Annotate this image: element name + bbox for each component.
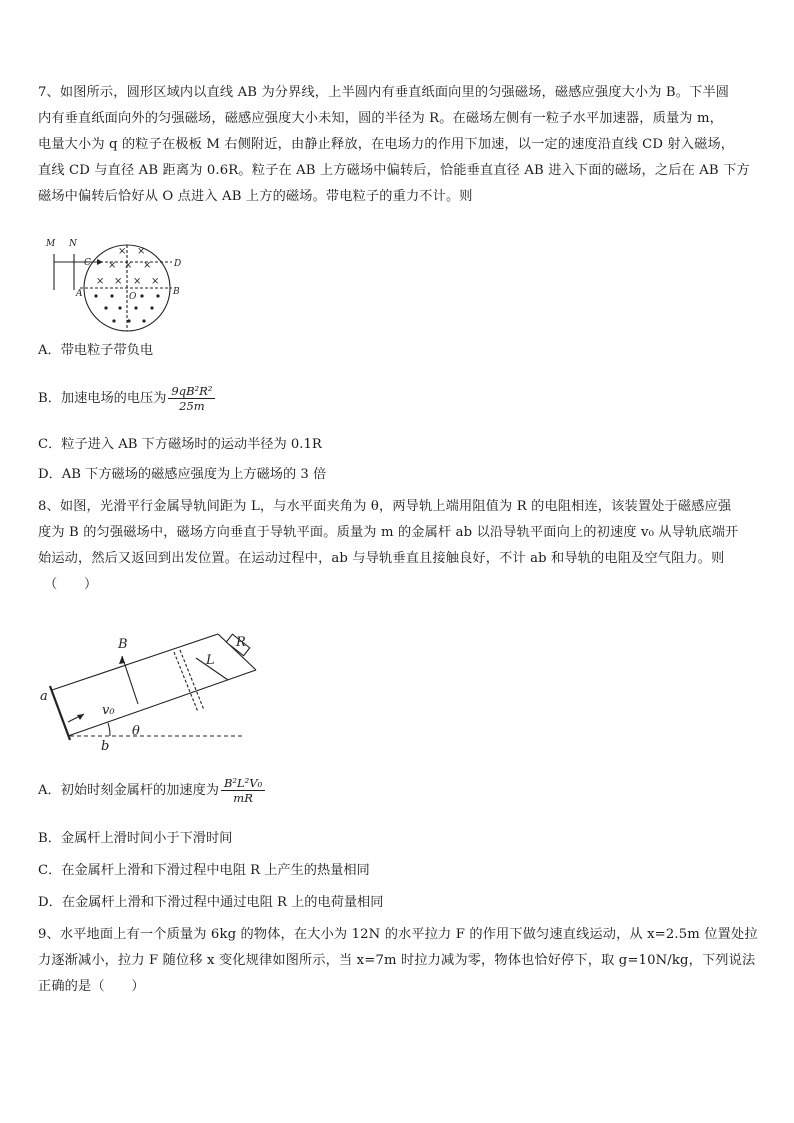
label-theta: θ: [132, 724, 140, 739]
question-8-text: [38, 494, 760, 598]
q8-line-2: 度为 B 的匀强磁场中，磁场方向垂直于导轨平面。质量为 m 的金属杆 ab 以沿导轨平面向上的初速度 v₀ 从导轨底端开: [38, 525, 739, 540]
q7-magnetic-field-figure: [40, 232, 180, 342]
q7-option-B: [38, 384, 215, 413]
svg-text:×: ×: [133, 276, 142, 287]
label-B: B: [173, 287, 180, 297]
upper-rail: [52, 634, 218, 690]
q7-line-3: 电量大小为 q 的粒子在极板 M 右侧附近，由静止释放，在电场力的作用下加速，以一定的速度沿直线 CD 射入磁场，: [38, 137, 735, 152]
svg-text:×: ×: [118, 246, 127, 257]
q7-option-D: D．AB 下方磁场的磁感应强度为上方磁场的 3 倍: [38, 467, 327, 482]
field-out-of-page-dots: [94, 294, 159, 322]
q8-option-D: D．在金属杆上滑和下滑过程中通过电阻 R 上的电荷量相同: [38, 895, 384, 910]
svg-text:×: ×: [124, 260, 133, 271]
q8-option-C: C．在金属杆上滑和下滑过程中电阻 R 上产生的热量相同: [38, 863, 370, 878]
q7-line-1: 7、如图所示，圆形区域内以直线 AB 为分界线，上半圆内有垂直纸面向里的匀强磁场，磁感应强度大小为 B。下半圆: [38, 85, 730, 100]
svg-text:×: ×: [151, 276, 160, 287]
q8-option-A-fraction: [221, 776, 265, 805]
svg-text:×: ×: [143, 260, 152, 271]
q8-line-4: （ ）: [44, 577, 98, 592]
svg-text:×: ×: [137, 246, 146, 257]
label-N: N: [69, 239, 77, 249]
q8-option-A-numerator: B²L²V₀: [221, 776, 265, 791]
label-R: R: [236, 635, 246, 650]
svg-text:×: ×: [96, 276, 105, 287]
label-B-field: B: [118, 637, 128, 652]
q7-option-C: C．粒子进入 AB 下方磁场时的运动半径为 0.1R: [38, 437, 322, 452]
label-O: O: [129, 292, 137, 302]
rod-ab: [50, 686, 70, 740]
question-7-text: [38, 80, 760, 210]
q8-option-A-denominator: mR: [233, 791, 253, 805]
q8-option-B: B．金属杆上滑时间小于下滑时间: [38, 831, 233, 846]
question-9-text: [38, 922, 760, 1000]
q9-line-2: 力逐渐减小，拉力 F 随位移 x 变化规律如图所示，当 x=7m 时拉力减为零，物体也恰好停下，取 g=10N/kg，下列说法: [38, 953, 756, 968]
q7-option-B-denominator: 25m: [179, 399, 205, 413]
q7-line-2: 内有垂直纸面向外的匀强磁场，磁感应强度大小未知，圆的半径为 R。在磁场左侧有一粒子水平加速器，质量为 m，: [38, 111, 723, 126]
svg-text:×: ×: [108, 260, 117, 271]
q8-line-1: 8、如图，光滑平行金属导轨间距为 L，与水平面夹角为 θ，两导轨上端用阻值为 R 的电阻相连，该装置处于磁感应强: [38, 499, 732, 514]
q7-option-B-label: B．加速电场的电压为: [38, 391, 167, 406]
label-C: C: [84, 258, 91, 268]
q7-option-A: A．带电粒子带负电: [38, 343, 154, 358]
label-L: L: [206, 653, 215, 668]
q8-line-3: 始运动，然后又返回到出发位置。在运动过程中，ab 与导轨垂直且接触良好，不计 ab 和导轨的电阻及空气阻力。则: [38, 551, 725, 566]
q9-line-1: 9、水平地面上有一个质量为 6kg 的物体，在大小为 12N 的水平拉力 F 的作用下做匀速直线运动，从 x=2.5m 位置处拉: [38, 927, 758, 942]
q8-option-A: [38, 776, 265, 805]
label-b: b: [101, 739, 110, 754]
label-M: M: [46, 239, 56, 249]
label-a: a: [40, 689, 48, 704]
label-v0: v₀: [102, 703, 115, 718]
angle-theta-arc: [108, 723, 110, 736]
q7-line-5: 磁场中偏转后恰好从 O 点进入 AB 上方的磁场。带电粒子的重力不计。则: [38, 189, 473, 204]
q7-line-4: 直线 CD 与直径 AB 距离为 0.6R。粒子在 AB 上方磁场中偏转后，恰能垂直直径 AB 进入下面的磁场，之后在 AB 下方: [38, 163, 750, 178]
q9-line-3: 正确的是（ ）: [38, 979, 145, 994]
q7-option-B-numerator: 9qB²R²: [168, 384, 215, 399]
q8-option-A-label: A．初始时刻金属杆的加速度为: [38, 783, 219, 798]
svg-text:×: ×: [114, 276, 123, 287]
label-A: A: [76, 289, 83, 299]
label-D: D: [174, 259, 182, 269]
q8-inclined-rail-figure: [38, 628, 268, 753]
q7-option-B-fraction: [168, 384, 215, 413]
